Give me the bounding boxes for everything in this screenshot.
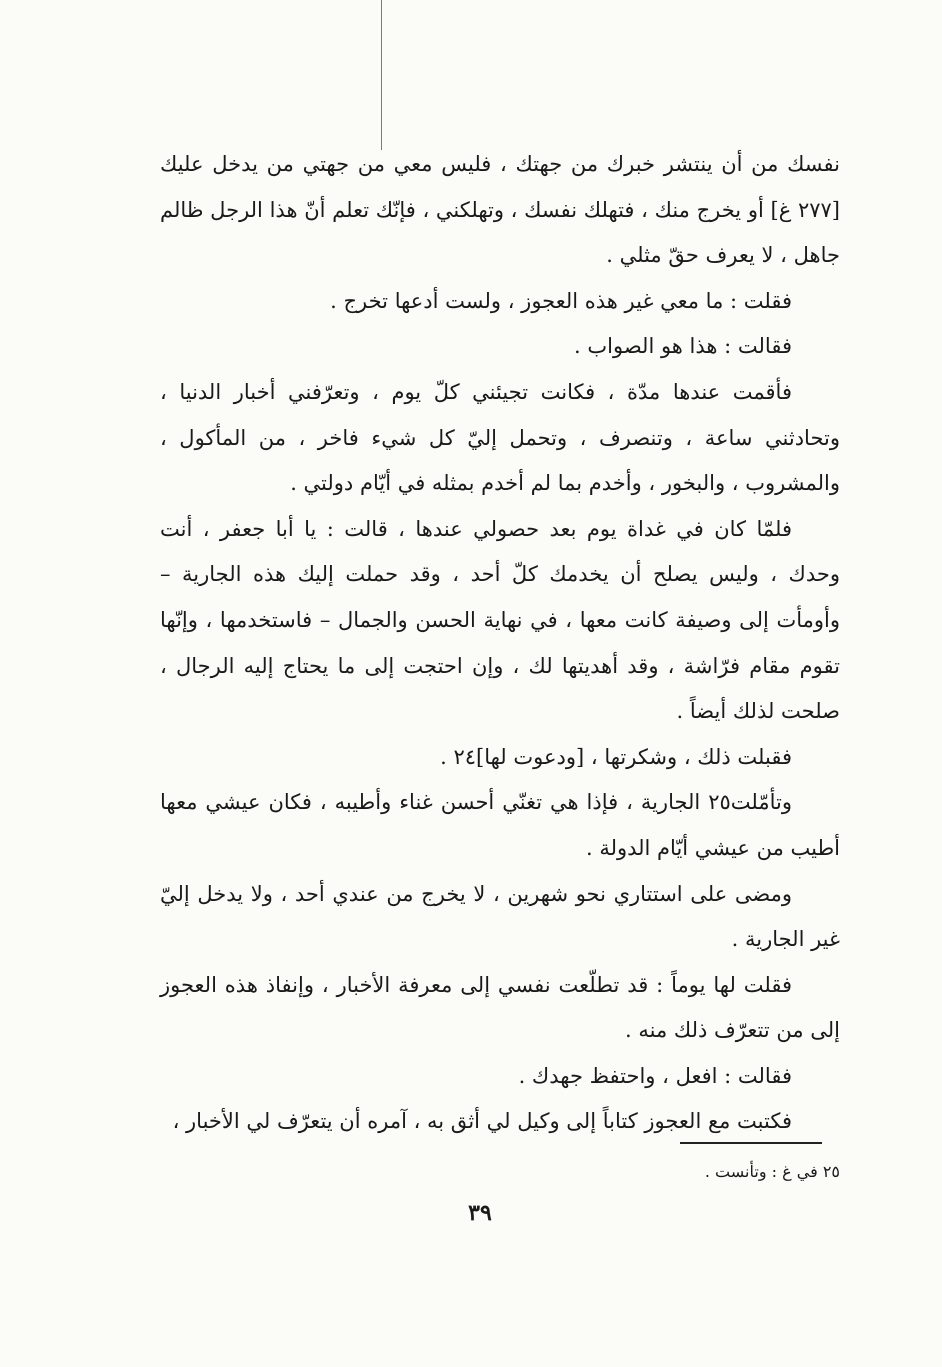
paragraph-8: ومضى على استتاري نحو شهرين ، لا يخرج من عندي أحد ، ولا يدخل إليّ غير الجارية . xyxy=(160,881,840,952)
footnote-separator xyxy=(680,1142,822,1144)
paragraph-10: فقالت : افعل ، واحتفظ جهدك . xyxy=(518,1063,792,1088)
page-number: ٣٩ xyxy=(468,1200,492,1226)
paragraph-7: وتأمّلت٢٥ الجارية ، فإذا هي تغنّي أحسن غناء وأطيبه ، فكان عيشي معها أطيب من عيشي أيّام الدولة . xyxy=(160,790,840,860)
paragraph-3: فقالت : هذا هو الصواب . xyxy=(574,334,792,359)
binding-line xyxy=(381,0,382,150)
footnote: ٢٥ في غ : وتأنست . xyxy=(704,1162,840,1181)
paragraph-5: فلمّا كان في غداة يوم بعد حصولي عندها ، قالت : يا أبا جعفر ، أنت وحدك ، وليس يصلح أن يخدمك كلّ أحد ، وقد حملت إليك هذه الجارية – وأومأت إلى وصيفة كانت معها ، في نهاية الحسن والجمال – فاستخدمها ، وإنّها تقوم مقام فرّاشة ، وقد أهديتها لك ، وإن احتجت إلى ما يحتاج إليه الرجال ، صلحت لذلك أيضاً . xyxy=(160,516,840,724)
paragraph-6: فقبلت ذلك ، وشكرتها ، [ودعوت لها]٢٤ . xyxy=(440,744,792,769)
paragraph-9: فقلت لها يوماً : قد تطلّعت نفسي إلى معرفة الأخبار ، وإنفاذ هذه العجوز إلى من تتعرّف ذلك منه . xyxy=(160,972,840,1043)
paragraph-2: فقلت : ما معي غير هذه العجوز ، ولست أدعها تخرج . xyxy=(330,288,792,313)
paragraph-4: فأقمت عندها مدّة ، فكانت تجيئني كلّ يوم ، وتعرّفني أخبار الدنيا ، وتحادثني ساعة ، وتنصرف ، وتحمل إليّ كل شيء فاخر ، من المأكول ، والمشروب ، والبخور ، وأخدم بما لم أخدم بمثله في أيّام دولتي . xyxy=(160,379,840,496)
body-text xyxy=(160,142,840,1145)
paragraph-1: نفسك من أن ينتشر خبرك من جهتك ، فليس معي من جهتي من يدخل عليك [٢٧٧ غ] أو يخرج منك ، فتهلك نفسك ، وتهلكني ، فإنّك تعلم أنّ هذا الرجل ظالم جاهل ، لا يعرف حقّ مثلي . xyxy=(160,152,840,268)
paragraph-11: فكتبت مع العجوز كتاباً إلى وكيل لي أثق به ، آمره أن يتعرّف لي الأخبار ، xyxy=(172,1109,792,1134)
